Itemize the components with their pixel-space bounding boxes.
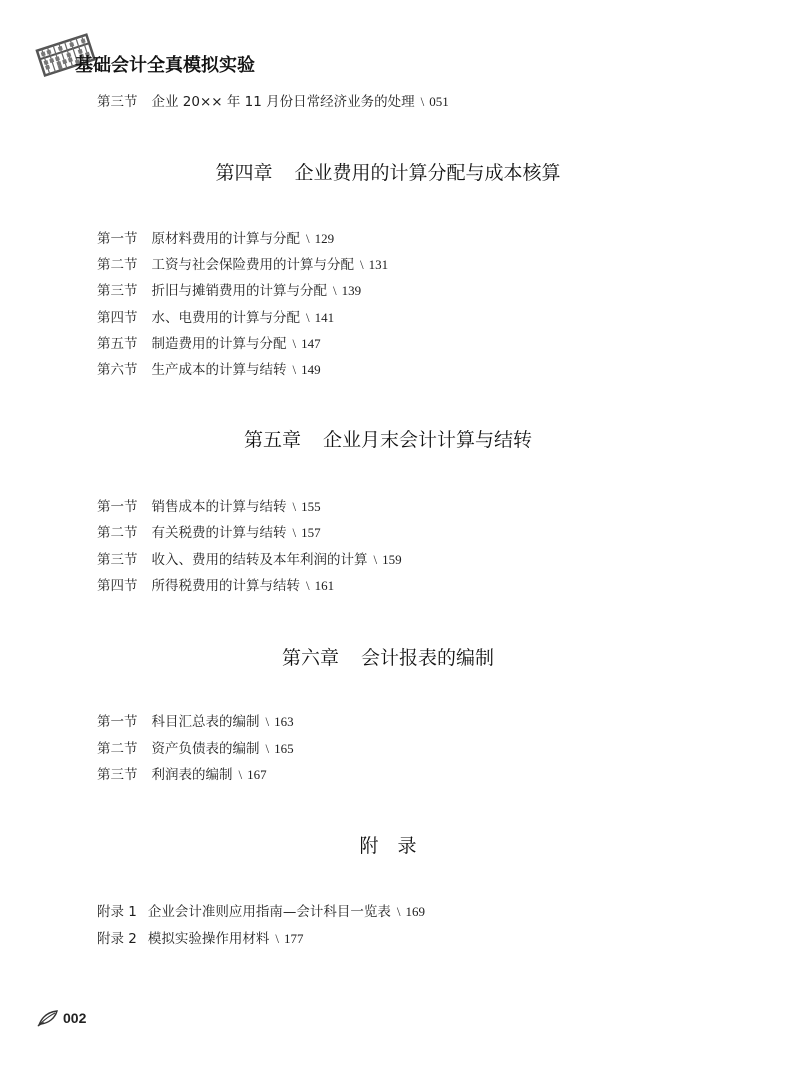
page-separator: \ <box>420 94 425 109</box>
section-label: 第二节 <box>97 525 138 541</box>
page-number: 163 <box>274 714 294 729</box>
section-title: 折旧与摊销费用的计算与分配 <box>151 283 327 299</box>
section-label: 第一节 <box>97 714 138 730</box>
page-separator: \ <box>292 336 297 351</box>
page-number: 167 <box>247 767 267 782</box>
section-label: 第三节 <box>97 767 138 783</box>
chapter-heading[interactable] <box>0 646 776 670</box>
section-label: 第五节 <box>97 336 138 352</box>
page-separator: \ <box>292 362 297 377</box>
toc-entry[interactable] <box>97 282 361 299</box>
page-separator: \ <box>238 767 243 782</box>
section-label: 第三节 <box>97 552 138 568</box>
section-title: 销售成本的计算与结转 <box>151 499 287 515</box>
chapter-label: 第六章 <box>281 647 339 669</box>
page-number: 131 <box>368 257 389 272</box>
page-number: 155 <box>301 499 321 514</box>
page-number: 147 <box>301 336 321 351</box>
page-separator: \ <box>333 283 337 298</box>
page-number-footer: 002 <box>63 1010 87 1026</box>
section-title: 收入、费用的结转及本年利润的计算 <box>151 552 368 568</box>
section-label: 第二节 <box>97 257 138 273</box>
toc-entry[interactable] <box>97 524 321 541</box>
page-number: 051 <box>429 94 449 109</box>
section-label: 第六节 <box>97 362 138 378</box>
toc-entry[interactable] <box>97 577 334 594</box>
page-separator: \ <box>306 310 310 325</box>
page-separator: \ <box>292 499 297 514</box>
section-label: 第一节 <box>97 231 138 247</box>
section-title: 工资与社会保险费用的计算与分配 <box>151 257 354 273</box>
chapter-label: 第四章 <box>215 162 273 184</box>
section-title: 水、电费用的计算与分配 <box>151 310 300 326</box>
appendix-entry-title: 企业会计准则应用指南—会计科目一览表 <box>147 904 391 920</box>
toc-entry[interactable] <box>97 361 321 378</box>
chapter-heading[interactable] <box>0 161 776 185</box>
section-title: 原材料费用的计算与分配 <box>151 231 300 247</box>
section-title: 制造费用的计算与分配 <box>151 336 287 352</box>
book-title: 基础会计全真模拟实验 <box>75 55 255 76</box>
toc-entry[interactable] <box>97 551 402 568</box>
toc-entry[interactable] <box>97 230 334 247</box>
section-label: 第一节 <box>97 499 138 515</box>
toc-entry[interactable] <box>97 309 334 326</box>
chapter-title: 企业月末会计计算与结转 <box>323 429 533 451</box>
page-number: 177 <box>284 931 304 946</box>
leaf-icon <box>36 1008 60 1028</box>
page-number: 161 <box>314 578 335 593</box>
page-separator: \ <box>292 525 297 540</box>
page-separator: \ <box>275 931 280 946</box>
section-title: 科目汇总表的编制 <box>151 714 260 730</box>
chapter-title: 会计报表的编制 <box>361 647 495 669</box>
section-label: 第四节 <box>97 310 138 326</box>
appendix-heading[interactable] <box>0 834 776 858</box>
section-label: 第三节 <box>97 94 138 110</box>
toc-entry[interactable] <box>97 498 321 515</box>
toc-entry[interactable] <box>97 713 294 730</box>
appendix-title: 附 录 <box>359 835 417 857</box>
chapter-title: 企业费用的计算分配与成本核算 <box>294 162 561 184</box>
section-title: 生产成本的计算与结转 <box>151 362 287 378</box>
chapter-heading[interactable] <box>0 428 776 452</box>
page-separator: \ <box>306 231 310 246</box>
chapter-label: 第五章 <box>243 429 301 451</box>
page-separator: \ <box>360 257 364 272</box>
section-label: 第三节 <box>97 283 138 299</box>
appendix-entry-title: 模拟实验操作用材料 <box>147 931 270 947</box>
toc-entry[interactable] <box>97 903 425 920</box>
page-number: 141 <box>314 310 335 325</box>
page-separator: \ <box>306 578 310 593</box>
section-title: 企业 20×× 年 11 月份日常经济业务的处理 <box>151 94 415 110</box>
page-number: 149 <box>301 362 321 377</box>
appendix-label: 附录 1 <box>97 904 137 920</box>
page-number: 157 <box>301 525 321 540</box>
page-number: 165 <box>274 741 294 756</box>
page-footer <box>36 1006 86 1030</box>
page-number: 159 <box>382 552 402 567</box>
section-title: 资产负债表的编制 <box>151 741 260 757</box>
page-separator: \ <box>396 904 401 919</box>
toc-entry[interactable] <box>97 93 449 110</box>
toc-entry[interactable] <box>97 335 321 352</box>
section-title: 所得税费用的计算与结转 <box>151 578 300 594</box>
toc-entry[interactable] <box>97 766 267 783</box>
section-title: 利润表的编制 <box>151 767 233 783</box>
section-title: 有关税费的计算与结转 <box>151 525 287 541</box>
page-separator: \ <box>373 552 378 567</box>
page-number: 169 <box>405 904 426 919</box>
page-number: 139 <box>341 283 362 298</box>
section-label: 第四节 <box>97 578 138 594</box>
toc-entry[interactable] <box>97 256 388 273</box>
appendix-label: 附录 2 <box>97 931 137 947</box>
page-separator: \ <box>265 714 270 729</box>
page-number: 129 <box>314 231 335 246</box>
section-label: 第二节 <box>97 741 138 757</box>
page-separator: \ <box>265 741 270 756</box>
toc-entry[interactable] <box>97 740 294 757</box>
toc-entry[interactable] <box>97 930 304 947</box>
